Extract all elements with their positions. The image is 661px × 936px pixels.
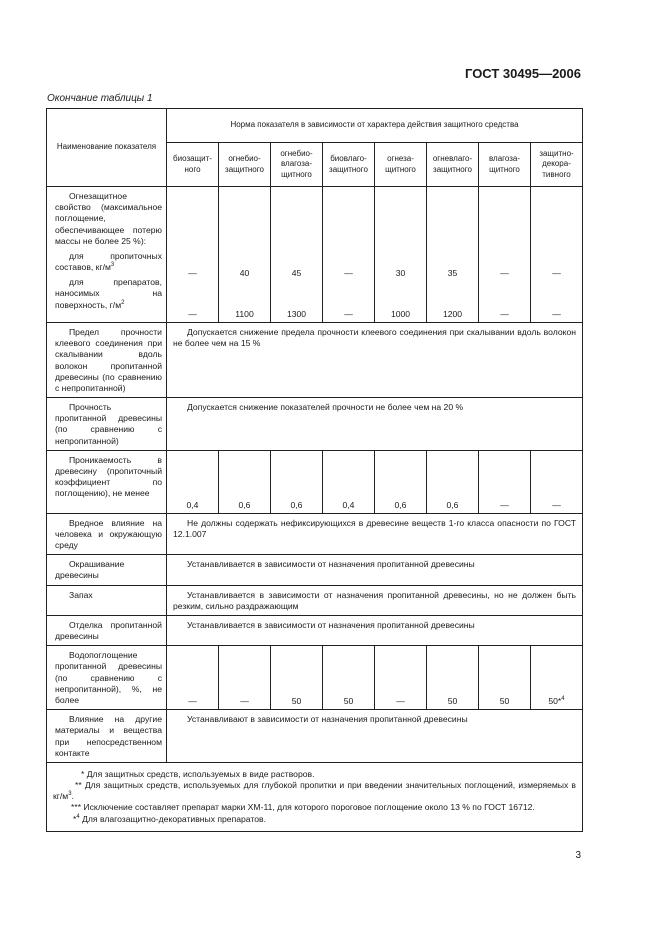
cell-values: — —	[167, 187, 219, 323]
cell-values: 35 1200	[427, 187, 479, 323]
table-row-water	[47, 646, 583, 710]
row-label: Проникаемость в древесину (пропиточный коэффициент по поглощению), не менее	[47, 450, 167, 513]
table-row-fire	[47, 187, 583, 323]
row-label: Влияние на другие материалы и вещества при непосредственном контакте	[47, 710, 167, 763]
cell-value: 50	[427, 646, 479, 710]
cell-value: —	[167, 646, 219, 710]
footnote-3: *** Исключение составляет препарат марки ХМ-11, для которого пороговое поглощение около 13 % по ГОСТ 16712.	[71, 802, 535, 813]
param-column-header: Наименование показателя	[47, 109, 167, 187]
header-row-1	[47, 109, 583, 143]
cell-value: 0,6	[375, 450, 427, 513]
merged-value: Устанавливают в зависимости от назначения пропитанной древесины	[167, 710, 583, 763]
table-row-influence	[47, 710, 583, 763]
cell-value: —	[219, 646, 271, 710]
row-label: Отделка пропитанной древесины	[47, 615, 167, 645]
cell-value: 50	[323, 646, 375, 710]
column-header: биозащит-ного	[167, 143, 219, 187]
fire-sub1-label: для пропиточных составов, $кг/м^3$	[55, 250, 162, 273]
cell-values: 45 1300	[271, 187, 323, 323]
cell-value: 0,4	[167, 450, 219, 513]
row-label: Предел прочности клеевого соединения при скалывании вдоль волокон пропитанной древесины (по сравнению с непропитанной)	[47, 323, 167, 398]
table-row-penetration	[47, 450, 583, 513]
column-header: огневлаго-защитного	[427, 143, 479, 187]
merged-value: Не должны содержать нефиксирующихся в древесине веществ 1-го класса опасности по ГОСТ 12.1.007	[167, 513, 583, 555]
footnote-2: ** Для защитных средств, используемых для глубокой пропитки и при введении значительных поглощений, измеряемых в $кг/м^3$.	[53, 780, 576, 802]
table-row-strength	[47, 398, 583, 451]
norms-table	[46, 108, 583, 832]
cell-value: 0,4	[323, 450, 375, 513]
cell-value: —	[531, 450, 583, 513]
column-header: защитно-декора-тивного	[531, 143, 583, 187]
cell-value: 50	[271, 646, 323, 710]
cell-values: — —	[531, 187, 583, 323]
merged-value: Устанавливается в зависимости от назначения пропитанной древесины	[167, 615, 583, 645]
norms-table-container	[46, 108, 582, 832]
table-caption: Окончание таблицы 1	[47, 93, 153, 104]
column-header: огнебио-защитного	[219, 143, 271, 187]
merged-value: Устанавливается в зависимости от назначения пропитанной древесины	[167, 555, 583, 585]
column-header: биовлаго-защитного	[323, 143, 375, 187]
cell-values: 40 1100	[219, 187, 271, 323]
row-label: Запах	[47, 585, 167, 615]
cell-value: —	[479, 450, 531, 513]
row-label	[47, 187, 167, 323]
cell-value: 0,6	[427, 450, 479, 513]
column-header: влагоза-щитного	[479, 143, 531, 187]
footnotes-row	[47, 762, 583, 831]
footnote-4: *$^4$ Для влагозащитно-декоративных препаратов.	[73, 813, 266, 824]
fire-label: Огнезащитное свойство (максимальное поглощение, обеспечивающее потерю массы не более 25 %):	[55, 191, 162, 246]
cell-values: — —	[323, 187, 375, 323]
cell-value: 50	[479, 646, 531, 710]
merged-value: Допускается снижение показателей прочности не более чем на 20 %	[167, 398, 583, 451]
footnotes	[47, 762, 583, 831]
table-row-coloring	[47, 555, 583, 585]
row-label: Прочность пропитанной древесины (по сравнению с непропитанной)	[47, 398, 167, 451]
column-header: огнебио-влагоза-щитного	[271, 143, 323, 187]
cell-values: 30 1000	[375, 187, 427, 323]
row-label: Вредное влияние на человека и окружающую среду	[47, 513, 167, 555]
cell-value: —	[375, 646, 427, 710]
cell-value: 50*$^4$	[531, 646, 583, 710]
table-row-finish	[47, 615, 583, 645]
document-code: ГОСТ 30495—2006	[465, 66, 581, 81]
merged-value: Устанавливается в зависимости от назначения пропитанной древесины, но не должен быть резким, сильно раздражающим	[167, 585, 583, 615]
group-header: Норма показателя в зависимости от характера действия защитного средства	[167, 109, 583, 143]
table-row-smell	[47, 585, 583, 615]
page-number: 3	[575, 850, 581, 861]
cell-value: 0,6	[271, 450, 323, 513]
table-row-strength-glue	[47, 323, 583, 398]
merged-value: Допускается снижение предела прочности клеевого соединения при скалывании вдоль волокон не более чем на 15 %	[167, 323, 583, 398]
cell-value: 0,6	[219, 450, 271, 513]
footnote-1: * Для защитных средств, используемых в виде растворов.	[81, 768, 315, 779]
cell-values: — —	[479, 187, 531, 323]
row-label: Окрашивание древесины	[47, 555, 167, 585]
table-row-harm	[47, 513, 583, 555]
column-header: огнеза-щитного	[375, 143, 427, 187]
fire-sub2-label: для препаратов, наносимых на поверхность, $г/м^2$	[55, 277, 162, 310]
row-label: Водопоглощение пропитанной древесины (по сравнению с непропитанной), %, не более	[47, 646, 167, 710]
